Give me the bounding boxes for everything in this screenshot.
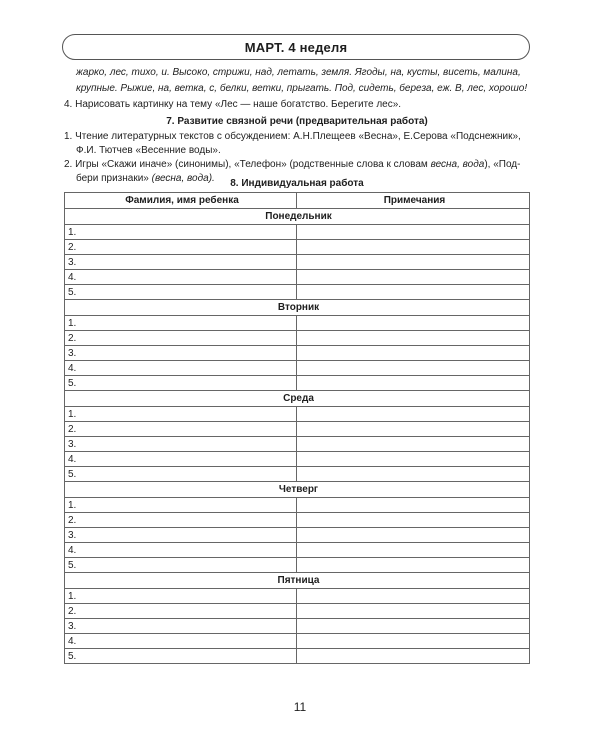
table-row (65, 346, 530, 361)
table-row (65, 240, 530, 255)
table-row (65, 422, 530, 437)
child-name-cell[interactable]: 5. (65, 649, 297, 664)
notes-cell[interactable] (297, 346, 530, 361)
table-body (65, 209, 530, 664)
section-7-item-2-line-1 (64, 158, 520, 171)
notes-cell[interactable] (297, 240, 530, 255)
day-row (65, 573, 530, 589)
table-row (65, 467, 530, 482)
table-row (65, 316, 530, 331)
table-row (65, 285, 530, 300)
table-row (65, 255, 530, 270)
item-2-line-2-text: бери признаки» (76, 173, 152, 184)
section-7-title: 7. Развитие связной речи (предварительная работа) (166, 116, 428, 127)
column-header-name: Фамилия, имя ребенка (65, 193, 297, 209)
notes-cell[interactable] (297, 225, 530, 240)
notes-cell[interactable] (297, 604, 530, 619)
child-name-cell[interactable]: 5. (65, 467, 297, 482)
child-name-cell[interactable]: 3. (65, 619, 297, 634)
child-name-cell[interactable]: 1. (65, 316, 297, 331)
child-name-cell[interactable]: 2. (65, 331, 297, 346)
child-name-cell[interactable]: 2. (65, 604, 297, 619)
day-label: Понедельник (65, 209, 530, 225)
table-row (65, 543, 530, 558)
notes-cell[interactable] (297, 316, 530, 331)
table-row (65, 528, 530, 543)
table-row (65, 619, 530, 634)
day-label: Четверг (65, 482, 530, 498)
notes-cell[interactable] (297, 558, 530, 573)
child-name-cell[interactable]: 3. (65, 528, 297, 543)
table-row (65, 634, 530, 649)
child-name-cell[interactable]: 5. (65, 376, 297, 391)
page-number: 11 (293, 700, 307, 714)
item-2-line-2-words: (весна, вода). (151, 173, 215, 184)
child-name-cell[interactable]: 1. (65, 225, 297, 240)
notes-cell[interactable] (297, 528, 530, 543)
notes-cell[interactable] (297, 513, 530, 528)
notes-cell[interactable] (297, 467, 530, 482)
table-row (65, 376, 530, 391)
day-label: Вторник (65, 300, 530, 316)
table-row (65, 498, 530, 513)
day-row (65, 300, 530, 316)
table-row (65, 437, 530, 452)
table-row (65, 452, 530, 467)
item-2-text-a: 2. Игры «Скажи иначе» (синонимы), «Телефон» (родственные слова к словам (64, 159, 431, 170)
intro-line-2: крупные. Рыжие, на, ветка, с, белки, ветки, прыгать. Под, сидеть, береза, еж. В, лес, хорошо! (76, 83, 528, 94)
child-name-cell[interactable]: 5. (65, 285, 297, 300)
table-row (65, 513, 530, 528)
child-name-cell[interactable]: 4. (65, 270, 297, 285)
child-name-cell[interactable]: 4. (65, 452, 297, 467)
notes-cell[interactable] (297, 422, 530, 437)
notes-cell[interactable] (297, 270, 530, 285)
child-name-cell[interactable]: 4. (65, 634, 297, 649)
table-row (65, 589, 530, 604)
notes-cell[interactable] (297, 589, 530, 604)
item-2-text-b: ), «Под- (484, 159, 521, 170)
child-name-cell[interactable]: 3. (65, 255, 297, 270)
column-header-notes: Примечания (297, 193, 530, 209)
notes-cell[interactable] (297, 285, 530, 300)
notes-cell[interactable] (297, 437, 530, 452)
notes-cell[interactable] (297, 634, 530, 649)
notes-cell[interactable] (297, 331, 530, 346)
table-row (65, 604, 530, 619)
notes-cell[interactable] (297, 255, 530, 270)
table-row (65, 649, 530, 664)
child-name-cell[interactable]: 1. (65, 407, 297, 422)
table-row (65, 558, 530, 573)
table-header-row (65, 193, 530, 209)
day-label: Среда (65, 391, 530, 407)
notes-cell[interactable] (297, 649, 530, 664)
child-name-cell[interactable]: 4. (65, 361, 297, 376)
notes-cell[interactable] (297, 376, 530, 391)
section-7-item-1-line-2: Ф.И. Тютчев «Весенние воды». (76, 145, 221, 156)
child-name-cell[interactable]: 1. (65, 589, 297, 604)
notes-cell[interactable] (297, 452, 530, 467)
child-name-cell[interactable]: 3. (65, 437, 297, 452)
child-name-cell[interactable]: 2. (65, 513, 297, 528)
child-name-cell[interactable]: 2. (65, 240, 297, 255)
section-7-item-1-line-1: 1. Чтение литературных текстов с обсуждением: А.Н.Плещеев «Весна», Е.Серова «Подснежник», (64, 131, 521, 142)
child-name-cell[interactable]: 2. (65, 422, 297, 437)
item-2-words: весна, вода (430, 159, 485, 170)
child-name-cell[interactable]: 5. (65, 558, 297, 573)
notes-cell[interactable] (297, 361, 530, 376)
day-row (65, 391, 530, 407)
notes-cell[interactable] (297, 498, 530, 513)
table-row (65, 331, 530, 346)
task-item-4: 4. Нарисовать картинку на тему «Лес — наше богатство. Берегите лес». (64, 99, 402, 110)
notes-cell[interactable] (297, 619, 530, 634)
individual-work-table (64, 192, 530, 664)
intro-line-1: жарко, лес, тихо, и. Высоко, стрижи, над, летать, земля. Ягоды, на, кусты, висеть, малина, (76, 67, 521, 78)
table-row (65, 270, 530, 285)
day-label: Пятница (65, 573, 530, 589)
day-row (65, 209, 530, 225)
page-title: МАРТ. 4 неделя (244, 39, 348, 55)
child-name-cell[interactable]: 3. (65, 346, 297, 361)
page-header (62, 34, 530, 60)
table-row (65, 361, 530, 376)
child-name-cell[interactable]: 4. (65, 543, 297, 558)
table-row (65, 407, 530, 422)
day-row (65, 482, 530, 498)
child-name-cell[interactable]: 1. (65, 498, 297, 513)
table-row (65, 225, 530, 240)
notes-cell[interactable] (297, 407, 530, 422)
notes-cell[interactable] (297, 543, 530, 558)
section-8-title: 8. Индивидуальная работа (230, 178, 364, 189)
